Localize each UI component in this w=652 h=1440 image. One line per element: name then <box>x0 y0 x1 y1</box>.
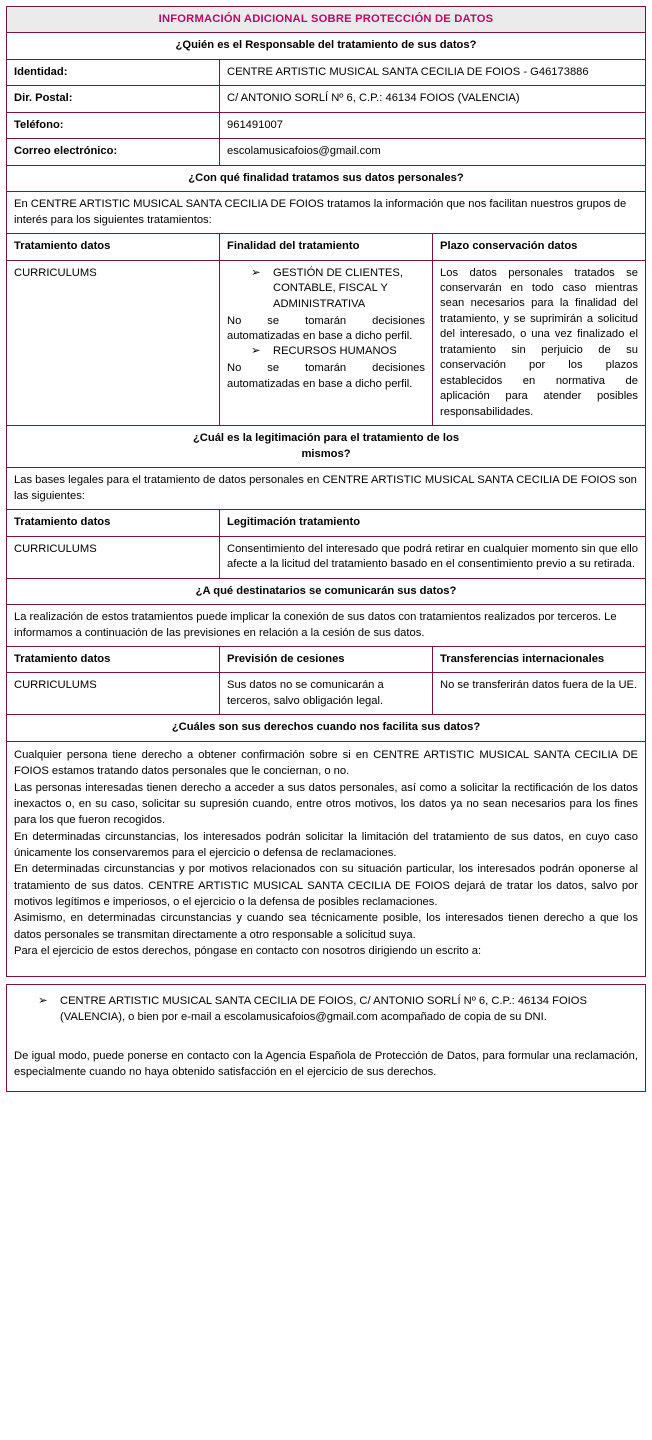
intro-finalidad: En CENTRE ARTISTIC MUSICAL SANTA CECILIA DE FOIOS tratamos la información que nos facilitan nuestros grupos de interés para los siguientes tratamientos: <box>7 192 646 234</box>
email-value: escolamusicafoios@gmail.com <box>220 139 646 165</box>
column-header-row-destinatarios <box>7 647 646 673</box>
contact-row <box>7 985 646 1092</box>
intro-destinatarios: La realización de estos tratamientos puede implicar la conexión de sus datos con tratamientos realizados por terceros. Le informamos a continuación de las previsiones en relación a la cesión de sus datos. <box>7 605 646 647</box>
main-table <box>6 6 646 977</box>
cell-tratamiento-curriculums: CURRICULUMS <box>7 260 220 426</box>
table-row <box>7 59 646 85</box>
section-heading-finalidad: ¿Con qué finalidad tratamos sus datos personales? <box>7 165 646 191</box>
rights-text-row <box>7 741 646 976</box>
section-heading-destinatarios: ¿A qué destinatarios se comunicarán sus datos? <box>7 578 646 604</box>
section-heading-responsable: ¿Quién es el Responsable del tratamiento de sus datos? <box>7 33 646 59</box>
postal-address-label: Dir. Postal: <box>7 86 220 112</box>
col-header-tratamiento-3: Tratamiento datos <box>7 647 220 673</box>
section-heading-derechos: ¿Cuáles son sus derechos cuando nos facilita sus datos? <box>7 715 646 741</box>
column-header-row-finalidad <box>7 234 646 260</box>
table-row <box>7 112 646 138</box>
intro-row-finalidad <box>7 192 646 234</box>
postal-address-value: C/ ANTONIO SORLÍ Nº 6, C.P.: 46134 FOIOS (VALENCIA) <box>220 86 646 112</box>
list-item <box>251 344 425 360</box>
table-row <box>7 139 646 165</box>
table-row <box>7 536 646 578</box>
rights-paragraph-5: Asimismo, en determinadas circunstancias y cuando sea técnicamente posible, los interesados tienen derecho a que los datos personales se transmitan directamente a otro responsable a solicitud suya. <box>14 912 638 941</box>
col-header-legitimacion: Legitimación tratamiento <box>220 510 646 536</box>
contact-bullet-list <box>14 994 638 1025</box>
col-header-cesiones: Previsión de cesiones <box>220 647 433 673</box>
finalidad-bullet-list <box>227 266 425 313</box>
finalidad-note-2: No se tomarán decisiones automatizadas en base a dicho perfil. <box>227 362 425 390</box>
cell-finalidad-list <box>220 260 433 426</box>
rights-bottom-spacer <box>14 959 638 971</box>
section-header-destinatarios <box>7 578 646 604</box>
contact-bullet-text: CENTRE ARTISTIC MUSICAL SANTA CECILIA DE FOIOS, C/ ANTONIO SORLÍ Nº 6, C.P.: 46134 FOIOS (VALENCIA), o bien por e-mail a escolamusicafoios@gmail.com acompañado de copia de su DNI. <box>60 995 587 1023</box>
column-header-row-legitimacion <box>7 510 646 536</box>
section-header-derechos <box>7 715 646 741</box>
cell-plazo-conservacion: Los datos personales tratados se conservarán en todo caso mientras sean necesarios para la finalidad del tratamiento, y se suprimirán a solicitud del interesado, o una vez finalizado el tratamiento sin perjuicio de su conservación por los plazos establecidos en normativa de aplicación para atender posibles responsabilidades. <box>433 260 646 426</box>
closing-paragraph: De igual modo, puede ponerse en contacto con la Agencia Española de Protección de Datos, para formular una reclamación, especialmente cuando no haya obtenido satisfacción en el ejercicio de sus derechos. <box>14 1049 638 1078</box>
rights-text-block <box>7 741 646 976</box>
finalidad-note-1: No se tomarán decisiones automatizadas en base a dicho perfil. <box>227 314 425 342</box>
legitimacion-heading-line1: ¿Cuál es la legitimación para el tratamiento de los <box>192 432 460 445</box>
list-item <box>38 994 638 1025</box>
section-header-legitimacion <box>7 426 646 468</box>
col-header-finalidad: Finalidad del tratamiento <box>220 234 433 260</box>
col-header-tratamiento: Tratamiento datos <box>7 234 220 260</box>
legitimacion-heading-line2: mismos? <box>301 447 351 460</box>
section-heading-legitimacion <box>7 426 646 468</box>
list-item <box>251 266 425 313</box>
bullet-text: GESTIÓN DE CLIENTES, CONTABLE, FISCAL Y ADMINISTRATIVA <box>273 266 403 310</box>
contact-cell <box>7 985 646 1092</box>
bullet-text: RECURSOS HUMANOS <box>273 345 397 358</box>
finalidad-bullet-list-2 <box>227 344 425 360</box>
cell-legitimacion-text: Consentimiento del interesado que podrá retirar en cualquier momento sin que ello afecte a la licitud del tratamiento basado en el consentimiento previo a su retirada. <box>220 536 646 578</box>
rights-paragraph-1: Cualquier persona tiene derecho a obtener confirmación sobre si en CENTRE ARTISTIC MUSICAL SANTA CECILIA DE FOIOS estamos tratando datos personales que le conciernan, o no. <box>14 748 638 778</box>
arrow-bullet-icon: ➢ <box>38 995 48 1008</box>
identity-label: Identidad: <box>7 59 220 85</box>
block-gap <box>6 977 646 984</box>
cell-cesiones: Sus datos no se comunicarán a terceros, salvo obligación legal. <box>220 673 433 715</box>
page-title: INFORMACIÓN ADICIONAL SOBRE PROTECCIÓN DE DATOS <box>7 7 646 33</box>
rights-paragraph-2: Las personas interesadas tienen derecho a acceder a sus datos personales, así como a solicitar la rectificación de los datos inexactos o, en su caso, solicitar su supresión cuando, entre otros motivos, los datos ya no sean necesarios para los fines para los que fueron recogidos. <box>14 781 638 827</box>
cell-tratamiento-curriculums-2: CURRICULUMS <box>7 536 220 578</box>
rights-paragraph-6: Para el ejercicio de estos derechos, póngase en contacto con nosotros dirigiendo un escrito a: <box>14 944 482 957</box>
phone-value: 961491007 <box>220 112 646 138</box>
intro-row-destinatarios <box>7 605 646 647</box>
identity-value: CENTRE ARTISTIC MUSICAL SANTA CECILIA DE FOIOS - G46173886 <box>220 59 646 85</box>
col-header-transferencias: Transferencias internacionales <box>433 647 646 673</box>
rights-paragraph-3: En determinadas circunstancias, los interesados podrán solicitar la limitación del tratamiento de sus datos, en cuyo caso únicamente los conservaremos para el ejercicio o defensa de reclamaciones. <box>14 830 638 859</box>
table-row <box>7 673 646 715</box>
col-header-tratamiento-2: Tratamiento datos <box>7 510 220 536</box>
arrow-bullet-icon: ➢ <box>251 266 261 279</box>
contact-table <box>6 984 646 1092</box>
email-label: Correo electrónico: <box>7 139 220 165</box>
cell-transferencias: No se transferirán datos fuera de la UE. <box>433 673 646 715</box>
table-row <box>7 260 646 426</box>
col-header-plazo: Plazo conservación datos <box>433 234 646 260</box>
intro-row-legitimacion <box>7 468 646 510</box>
rights-paragraph-4: En determinadas circunstancias y por motivos relacionados con su situación particular, los interesados podrán oponerse al tratamiento de sus datos. CENTRE ARTISTIC MUSICAL SANTA CECILIA DE FOIOS dejará de tratar los datos, salvo por motivos legítimos e imperiosos, o el ejercicio o la defensa de posibles reclamaciones. <box>14 863 638 908</box>
section-header-responsable <box>7 33 646 59</box>
contact-bottom-spacer <box>14 1080 638 1086</box>
arrow-bullet-icon: ➢ <box>251 345 261 358</box>
table-row <box>7 86 646 112</box>
title-row <box>7 7 646 33</box>
phone-label: Teléfono: <box>7 112 220 138</box>
section-header-finalidad <box>7 165 646 191</box>
cell-tratamiento-curriculums-3: CURRICULUMS <box>7 673 220 715</box>
intro-legitimacion: Las bases legales para el tratamiento de datos personales en CENTRE ARTISTIC MUSICAL SANTA CECILIA DE FOIOS son las siguientes: <box>7 468 646 510</box>
